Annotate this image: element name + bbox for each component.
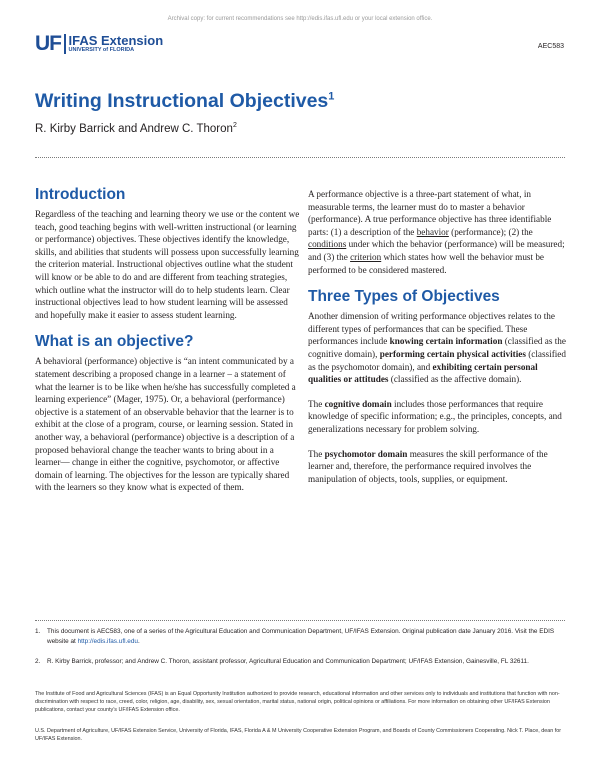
- text-run: (classified as the cognitive domain),: [308, 336, 566, 359]
- header-divider: [35, 157, 565, 158]
- footnote-text: [47, 627, 565, 646]
- text-run: under which the behavior (performance) will be measured; and (3) the: [308, 239, 565, 262]
- paragraph-psychomotor-domain: [308, 448, 570, 486]
- logo-ifas-extension: IFAS Extension: [68, 32, 164, 48]
- authors-text: R. Kirby Barrick and Andrew C. Thoron: [35, 122, 233, 135]
- authors-footnote-ref: 2: [232, 122, 237, 129]
- text-run: The: [308, 398, 325, 409]
- text-run: (classified as the psychomotor domain), and: [308, 348, 566, 372]
- text-run: .: [137, 637, 140, 645]
- paragraph-three-types: [308, 310, 570, 386]
- underlined-behavior: behavior: [416, 226, 449, 237]
- paragraph-cognitive-domain: [308, 398, 570, 436]
- text-run: measures the skill performance of the learner and, therefore, the performance required involves the manipulation of objects, tools, supplies, or equipment.: [308, 448, 548, 484]
- title-footnote-ref: 1: [328, 90, 335, 103]
- section-heading-what-is-objective: What is an objective?: [35, 333, 194, 351]
- underlined-criterion: criterion: [350, 251, 382, 262]
- paragraph-introduction: Regardless of the teaching and learning theory we use or the content we teach, good teaching begins with well-written instructional (or learning or performance) objectives. These objectives identify the knowledge, skills, and abilities that students will possess upon successfully learning the criterion material. Instructional objectives outline what the student will know or be able to do and are different from teaching strategies, which outline what the instructor will do to help students learn. Clear instructional objectives lead to how student learning will be assessed and hopefully make it easier to assess student learning.: [35, 209, 300, 320]
- text-run: (classified as the affective domain).: [388, 374, 522, 385]
- bold-psychomotor-domain: psychomotor domain: [324, 448, 408, 459]
- section-heading-introduction: Introduction: [35, 186, 126, 203]
- text-run: The: [308, 448, 325, 459]
- page-title: [35, 90, 334, 113]
- authors: [35, 122, 237, 135]
- bold-personal-qualities: exhibiting certain personal qualities or attitudes: [308, 361, 538, 385]
- document-number: AEC583: [537, 43, 564, 50]
- bold-physical-activities: performing certain physical activities: [379, 348, 526, 359]
- logo-uf: UF: [35, 32, 61, 55]
- legal-notice: The Institute of Food and Agricultural Sciences (IFAS) is an Equal Opportunity Institution authorized to provide research, educational information and other services only to individuals and institutions that function with non-discrimination with respect to race, creed, color, religion, age, disability, sex, sexual orientation, marital status, national origin, political opinions or affiliations. For more information on obtaining other UF/IFAS Extension publications, contact your county’s UF/IFAS Extension office.: [35, 691, 560, 713]
- bold-cognitive-domain: cognitive domain: [324, 398, 392, 409]
- archive-note: Archival copy: for current recommendations see http://edis.ifas.ufl.edu or your local extension office.: [167, 16, 433, 22]
- logo-university: UNIVERSITY of FLORIDA: [68, 46, 135, 53]
- footnote-number: 1.: [35, 628, 41, 635]
- text-run: (performance); (2) the: [448, 226, 533, 237]
- footnote-2: [35, 657, 565, 667]
- paragraph-what-is-objective: A behavioral (performance) objective is “an intent communicated by a statement describing a proposed change in a learner – a statement of what the learner is to be like when he/she has successfully completed a learning experience” (Mager, 1975). Or, a behavioral (performance) objective is a statement of an observable behavior that the learner is to exhibit at the close of a program, course, or learning session. Stated in another way, a behavioral (performance) objective is a description of a proposed behavioral change the teacher wants to bring about in a learner— change in either the cognitive, psychomotor, or affective domain of learning. The objectives for the lesson are typically shared with the learners so they know what is expected of them.: [35, 356, 296, 493]
- text-run: Another dimension of writing performance objectives relates to the different types of performances that can be specified. These performances include: [308, 311, 555, 347]
- logo-divider: [64, 34, 66, 54]
- underlined-conditions: conditions: [308, 239, 347, 250]
- footnote-number: 2.: [35, 658, 41, 665]
- section-heading-three-types: Three Types of Objectives: [308, 288, 500, 306]
- title-text: Writing Instructional Objectives: [35, 90, 329, 112]
- edis-link[interactable]: http://edis.ifas.ufl.edu: [77, 637, 138, 645]
- paragraph-performance-objective: [308, 188, 570, 276]
- bold-knowing-information: knowing certain information: [389, 336, 503, 347]
- usda-notice: U.S. Department of Agriculture, UF/IFAS Extension Service, University of Florida, IFAS, Florida A & M University Cooperative Extension Program, and Boards of County Commissioners Cooperating. Nick T. Place, dean for UF/IFAS Extension.: [35, 728, 562, 742]
- text-run: This document is AEC583, one of a series of the Agricultural Education and Communication Department, UF/IFAS Extension. Original publication date January 2016. Visit the EDIS website at: [47, 628, 555, 645]
- text-run: includes those performances that require knowledge of specific information; e.g., the principles, concepts, and generalizations necessary for problem solving.: [308, 398, 562, 434]
- footnote-1: [35, 627, 565, 646]
- footnote-divider: [35, 620, 565, 621]
- text-run: A performance objective is a three-part statement of what, in measurable terms, the learner must do to master a behavior (performance). A true performance objective has three identifiable parts: (1) a description of the: [308, 189, 552, 237]
- text-run: which states how well the behavior must be performed to be considered mastered.: [308, 251, 545, 275]
- uf-ifas-logo[interactable]: [35, 33, 163, 54]
- footnote-text: R. Kirby Barrick, professor; and Andrew C. Thoron, assistant professor, Agricultural Education and Communication Department; UF/IFAS Extension, Gainesville, FL 32611.: [47, 658, 529, 665]
- right-column: [308, 188, 570, 497]
- left-column: [35, 186, 300, 506]
- logo-text: [69, 34, 164, 54]
